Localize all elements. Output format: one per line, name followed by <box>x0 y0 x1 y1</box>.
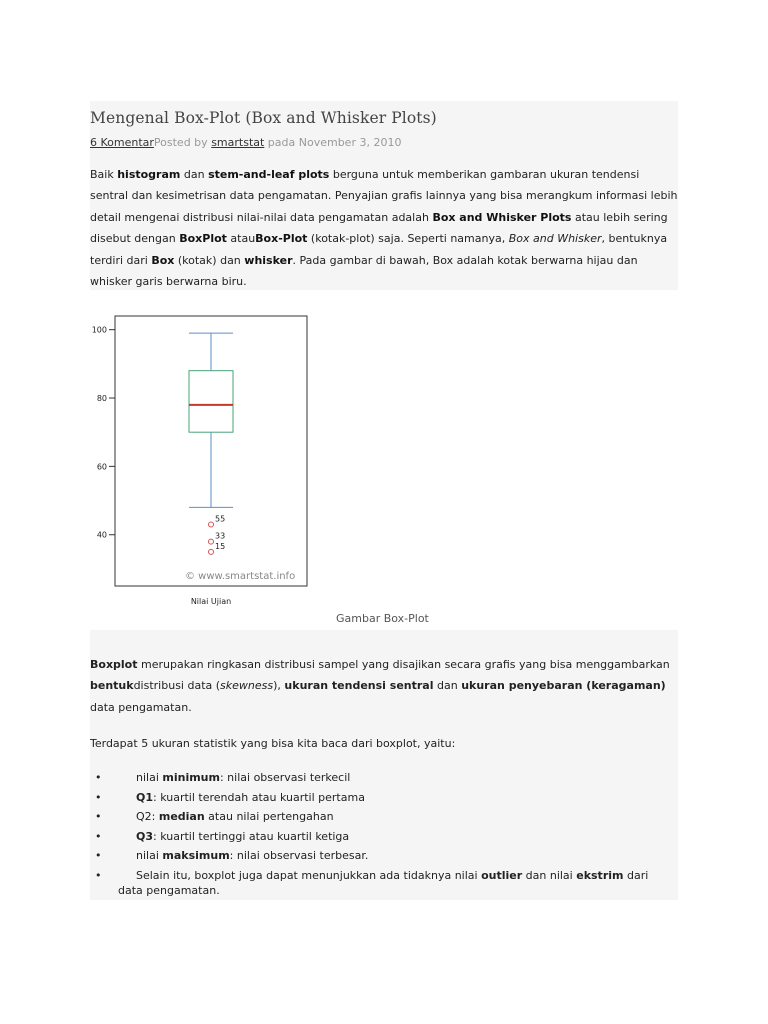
list-item: • nilai maksimum: nilai observasi terbesar. <box>95 849 369 862</box>
post-title: Mengenal Box-Plot (Box and Whisker Plots) <box>90 109 437 127</box>
x-category-label: Nilai Ujian <box>190 597 232 606</box>
body-section <box>90 630 678 900</box>
boxplot-paragraph: Boxplot merupakan ringkasan distribusi sampel yang disajikan secara grafis yang bisa menggambarkan bentukdistribusi data (skewness), ukuran tendensi sentral dan ukuran penyebaran (keragaman) data pengamatan. <box>90 658 670 714</box>
post-date: pada November 3, 2010 <box>264 136 402 149</box>
list-item: • nilai minimum: nilai observasi terkecil <box>95 771 351 784</box>
y-tick-label: 100 <box>91 325 107 335</box>
list-item: • Q1: kuartil terendah atau kuartil pertama <box>95 790 365 804</box>
boxplot-figure <box>90 313 312 608</box>
watermark-text: © www.smartstat.info <box>185 571 296 582</box>
intro-section <box>90 157 678 290</box>
stats-intro-text: Terdapat 5 ukuran statistik yang bisa kita baca dari boxplot, yaitu: <box>90 737 456 750</box>
author-link[interactable]: smartstat <box>211 136 265 149</box>
y-tick-label: 80 <box>96 394 107 404</box>
list-item: • Selain itu, boxplot juga dapat menunjukkan ada tidaknya nilai outlier dan nilai ekstrim dari data pengamatan. <box>95 868 649 897</box>
outlier-label: 33 <box>215 531 226 541</box>
box-iqr <box>189 371 233 433</box>
y-tick-label: 40 <box>96 530 107 540</box>
comments-link[interactable]: 6 Komentar <box>90 136 154 149</box>
stats-list <box>90 770 678 898</box>
boxplot-chart <box>90 313 312 608</box>
y-tick-label: 60 <box>96 462 107 472</box>
outlier-label: 55 <box>215 514 226 524</box>
list-item: • Q3: kuartil tertinggi atau kuartil ketiga <box>95 829 350 843</box>
post-header <box>90 101 678 157</box>
post-meta <box>90 136 401 149</box>
posted-by-label: Posted by <box>153 136 212 149</box>
outlier-label: 15 <box>215 541 226 551</box>
y-axis <box>92 326 115 540</box>
figure-caption: Gambar Box-Plot <box>336 612 429 625</box>
intro-paragraph: Baik histogram dan stem-and-leaf plots berguna untuk memberikan gambaran ukuran tendensi sentral dan kesimetrisan data pengamatan. Penyajian grafis lainnya yang bisa merangkum informasi lebih detail mengenai distribusi nilai-nilai data pengamatan adalah Box and Whisker Plots atau lebih sering disebut dengan BoxPlot atauBox-Plot (kotak-plot) saja. Seperti namanya, Box and Whisker, bentuknya terdiri dari Box (kotak) dan whisker. Pada gambar di bawah, Box adalah kotak berwarna hijau dan whisker garis berwarna biru. <box>90 168 678 289</box>
list-item: • Q2: median atau nilai pertengahan <box>95 810 334 823</box>
